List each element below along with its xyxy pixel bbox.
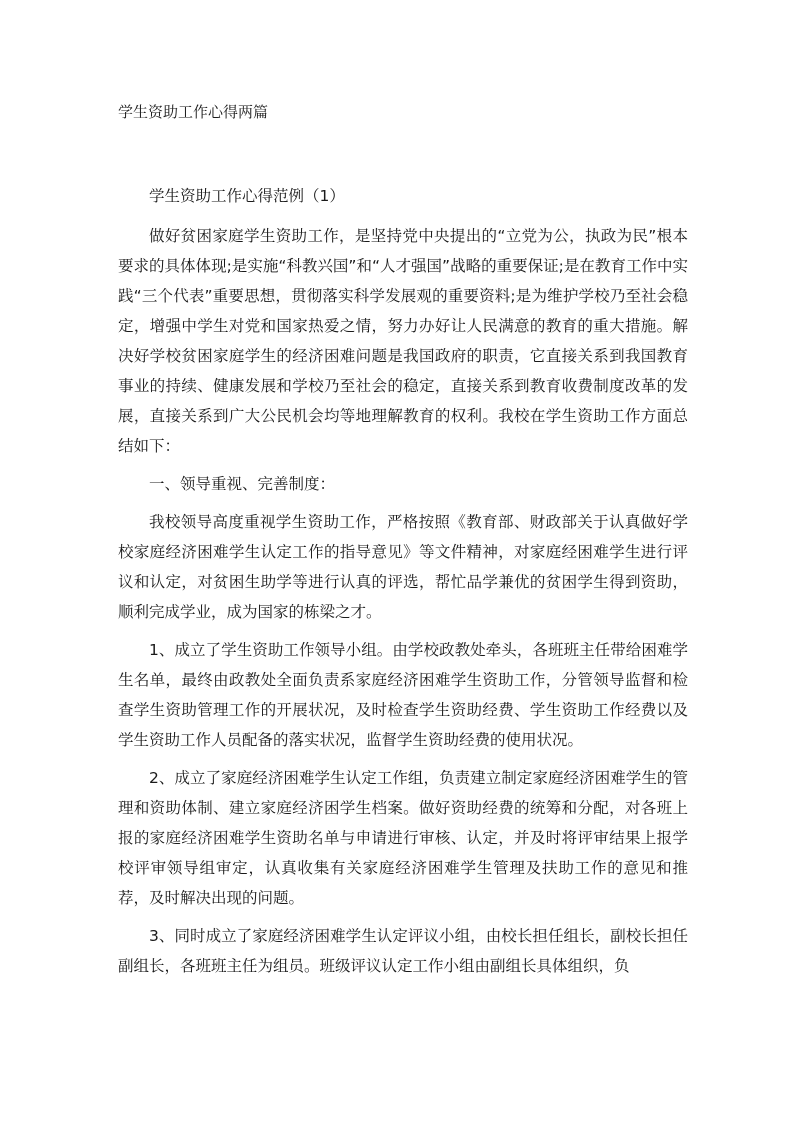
section-subtitle: 学生资助工作心得范例（1）: [149, 187, 345, 205]
document-title: 学生资助工作心得两篇: [118, 103, 269, 121]
paragraph-item-1: 1、成立了学生资助工作领导小组。由学校政教处牵头，各班班主任带给困难学生名单，最终由政教处全面负责系家庭经济困难学生资助工作，分管领导监督和检查学生资助管理工作的开展状况，及时检查学生资助经费、学生资助工作经费以及学生资助工作人员配备的落实状况，监督学生资助经费的使用状况。: [118, 641, 688, 749]
paragraph-intro: 做好贫困家庭学生资助工作，是坚持党中央提出的“立党为公，执政为民”根本要求的具体体现;是实施“科教兴国”和“人才强国”战略的重要保证;是在教育工作中实践“三个代表”重要思想，贯彻落实科学发展观的重要资料;是为维护学校乃至社会稳定，增强中学生对党和国家热爱之情，努力办好让人民满意的教育的重大措施。解决好学校贫困家庭学生的经济困难问题是我国政府的职责，它直接关系到我国教育事业的持续、健康发展和学校乃至社会的稳定，直接关系到教育收费制度改革的发展，直接关系到广大公民机会均等地理解教育的权利。我校在学生资助工作方面总结如下：: [118, 227, 688, 455]
section-heading: 一、领导重视、完善制度：: [149, 475, 336, 493]
document-body: [118, 181, 688, 989]
paragraph-item-3: 3、同时成立了家庭经济困难学生认定评议小组，由校长担任组长，副校长担任副组长，各班班主任为组员。班级评议认定工作小组由副组长具体组织，负: [118, 927, 688, 975]
paragraph-item-2: 2、成立了家庭经济困难学生认定工作组，负责建立制定家庭经济困难学生的管理和资助体制、建立家庭经济困学生档案。做好资助经费的统筹和分配，对各班上报的家庭经济困难学生资助名单与申请进行审核、认定，并及时将评审结果上报学校评审领导组审定，认真收集有关家庭经济困难学生管理及扶助工作的意见和推荐，及时解决出现的问题。: [118, 769, 688, 907]
paragraph-policy: 我校领导高度重视学生资助工作，严格按照《教育部、财政部关于认真做好学校家庭经济困难学生认定工作的指导意见》等文件精神，对家庭经困难学生进行评议和认定，对贫困生助学等进行认真的评选，帮忙品学兼优的贫困学生得到资助，顺利完成学业，成为国家的栋梁之才。: [118, 513, 688, 621]
